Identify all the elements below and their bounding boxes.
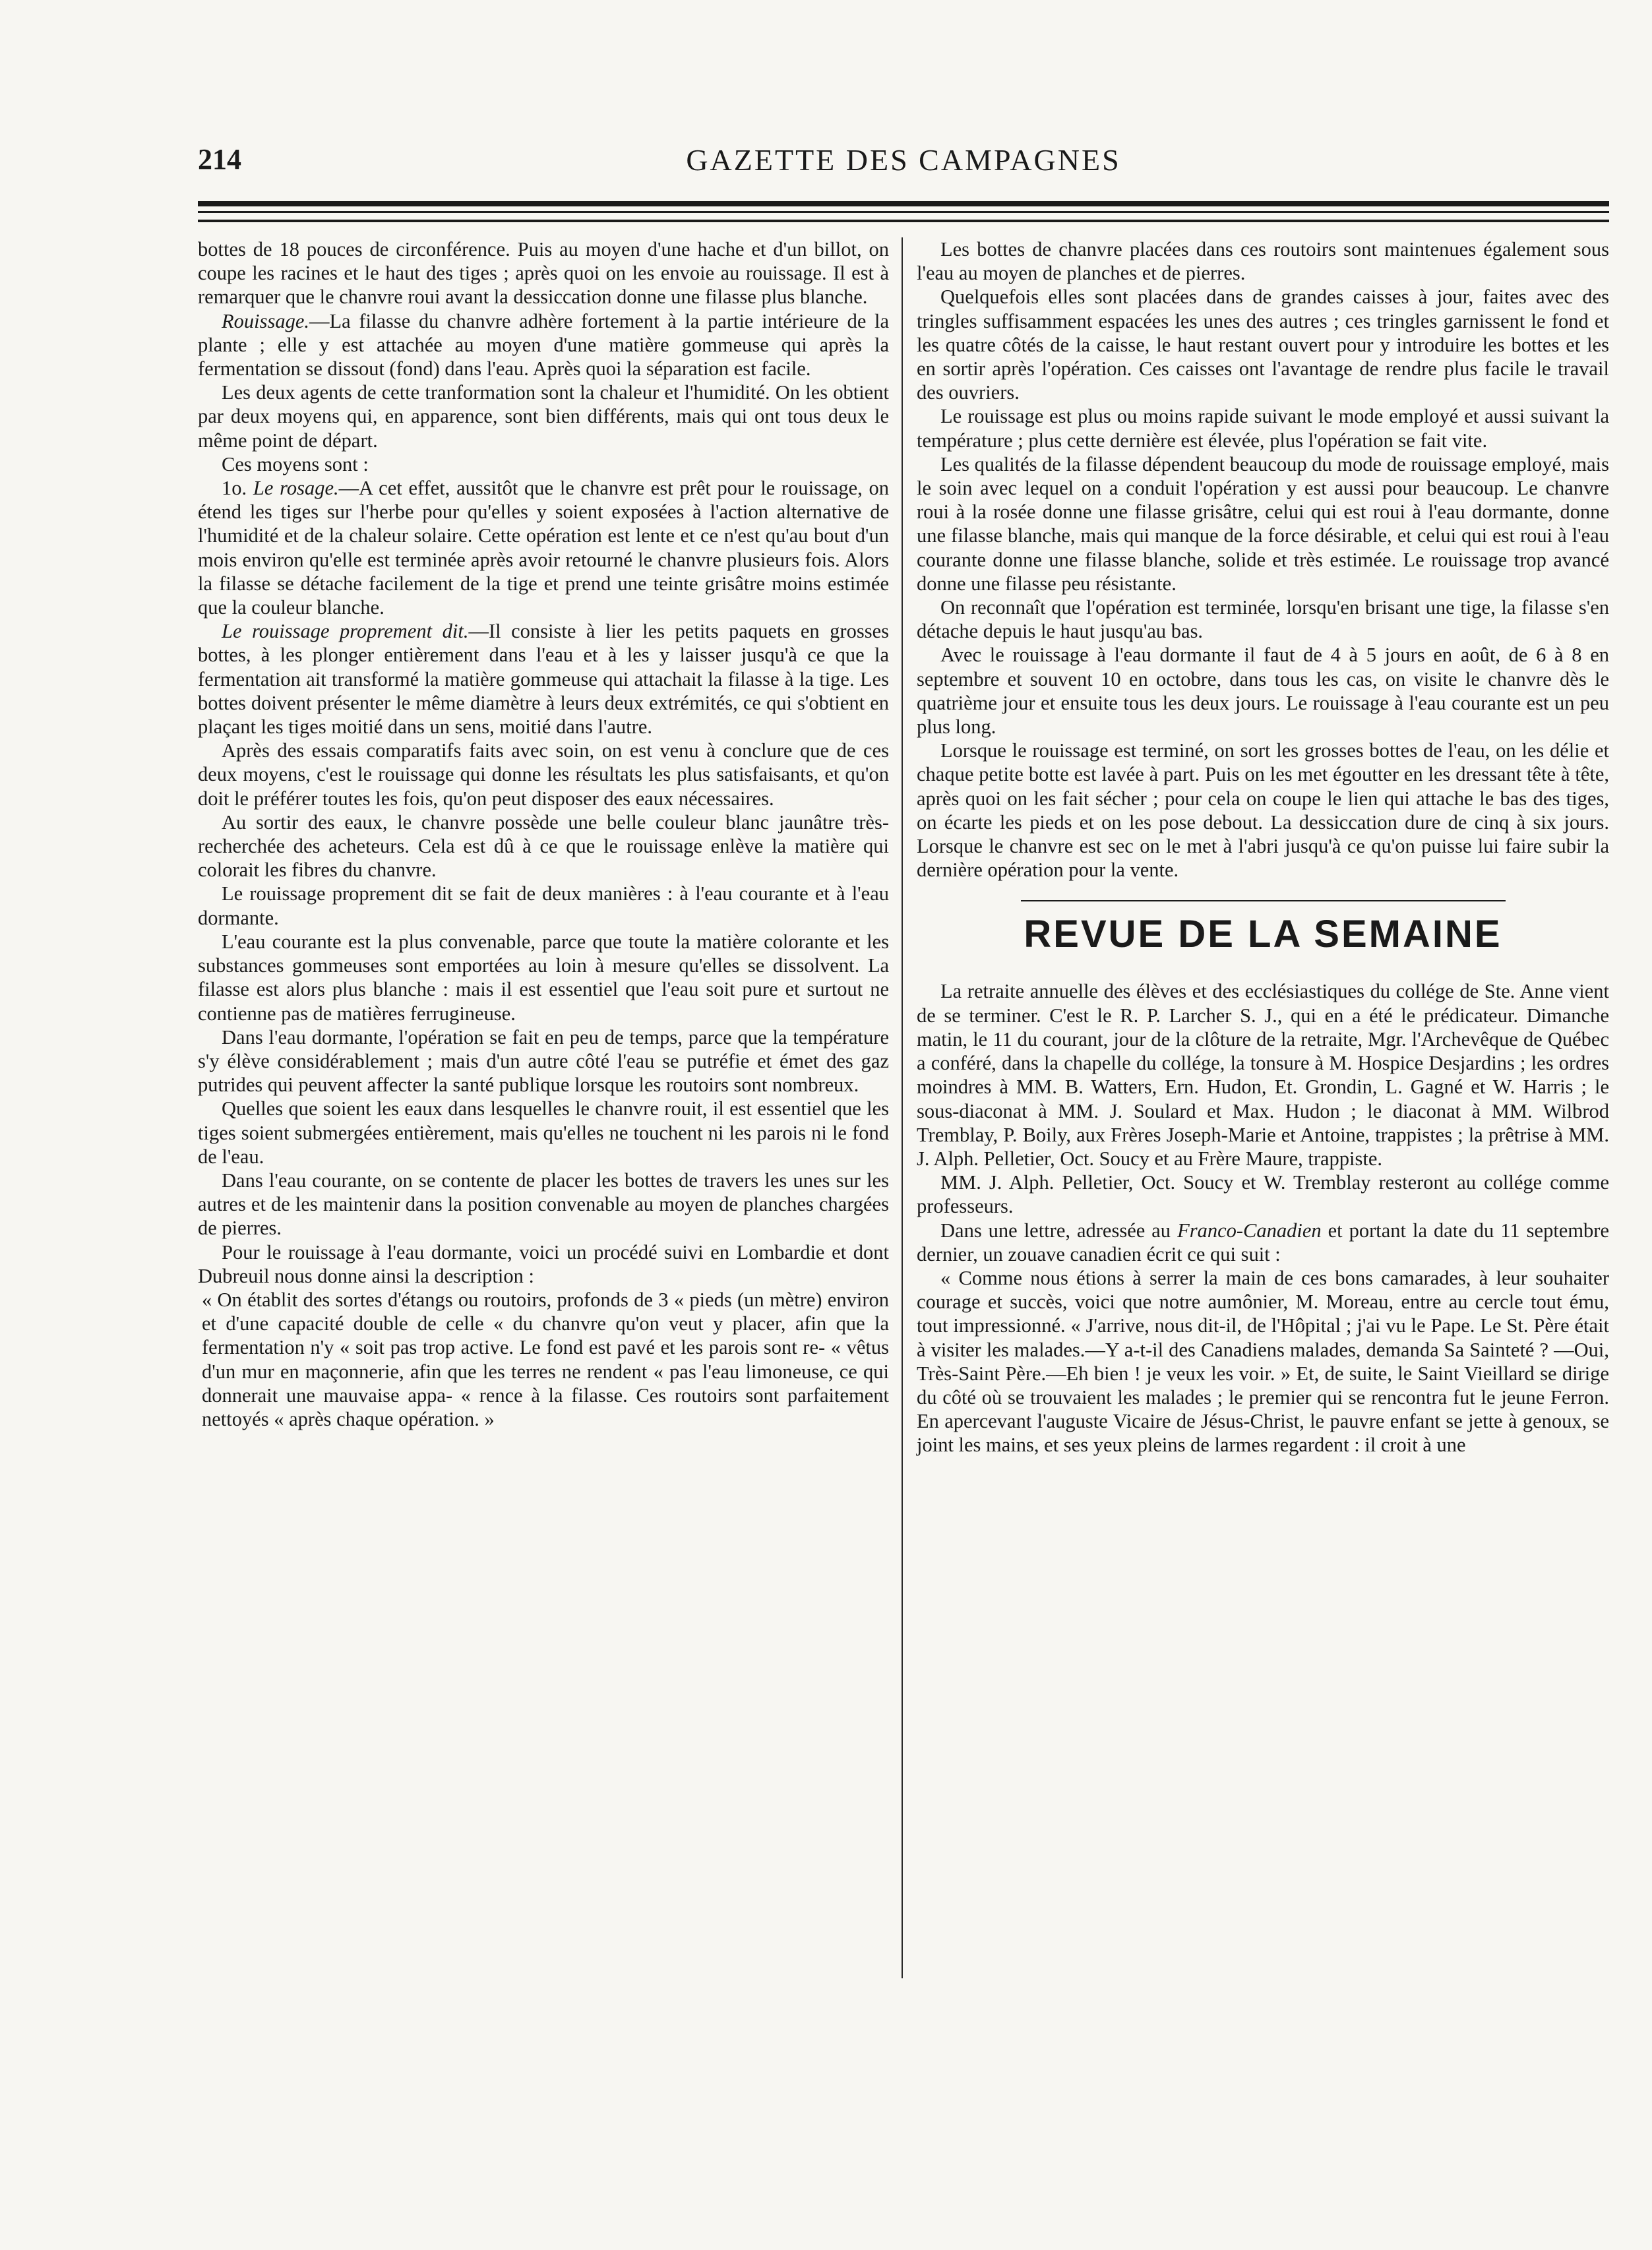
quotation: « On établit des sortes d'étangs ou routoirs, profonds de 3 « pieds (un mètre) environ et d'une capacité double de celle « du chanvre qu'on veut y placer, afin que la fermentation n'y « soit pas trop active. Le fond est pavé et les parois sont re- « vêtus d'un mur en maçonnerie, afin que les terres ne rendent « pas l'eau limoneuse, ce qui donnerait une mauvaise appa- « rence à la filasse. Ces routoirs sont parfaitement nettoyés « après chaque opération. » (202, 1288, 889, 1430)
paragraph-text: —La filasse du chanvre adhère fortement à la partie intérieure de la plante ; elle y est attachée au moyen d'une matière gommeuse qui après la fermentation se dissout (fond) dans l'eau. Après quoi la séparation est facile. (198, 309, 889, 380)
paragraph (198, 619, 889, 739)
paragraph-text: —Il consiste à lier les petits paquets en grosses bottes, à les plonger entièrement dans l'eau et à les y laisser jusqu'à ce que la fermentation ait transformé la matière gommeuse qui attachait la filasse à la tige. Les bottes doivent présenter le même diamètre à leurs deux extrémités, ce qui s'obtient en plaçant les tiges moitié dans un sens, moitié dans l'autre. (198, 620, 889, 739)
paragraph-text: et portant la date du 11 septembre dernier, un zouave canadien écrit ce qui suit : (917, 1219, 1609, 1265)
paragraph: On reconnaît que l'opération est terminée, lorsqu'en brisant une tige, la filasse s'en détache depuis le haut jusqu'au bas. (917, 596, 1609, 643)
paragraph: Les qualités de la filasse dépendent beaucoup du mode de rouissage employé, mais le soin avec lequel on a conduit l'opération y est aussi pour beaucoup. Le chanvre roui à la rosée donne une filasse grisâtre, celui qui est roui à l'eau dormante, donne une filasse blanche, mais qui manque de la force désirable, et celui qui est roui à l'eau courante donne une filasse blanche, solide et très estimée. Le rouissage trop avancé donne une filasse peu résistante. (917, 452, 1609, 595)
list-number: 1o. (222, 477, 253, 500)
run-in-heading: Rouissage. (222, 309, 310, 332)
paragraph: Dans l'eau dormante, l'opération se fait en peu de temps, parce que la température s'y élève considérablement ; mais d'un autre côté l'eau se putréfie et émet des gaz putrides qui peuvent affecter la santé publique lorsque les routoirs sont nombreux. (198, 1025, 889, 1097)
header-rule (198, 201, 1609, 206)
paragraph-text: Dans une lettre, adressée au (940, 1219, 1178, 1242)
paragraph (917, 1219, 1609, 1266)
newspaper-title: GAZETTE DES CAMPAGNES (686, 143, 1121, 177)
run-in-heading: Le rosage. (253, 477, 339, 500)
paragraph: Lorsque le rouissage est terminé, on sort les grosses bottes de l'eau, on les délie et chaque petite botte est lavée à part. Puis on les met égoutter en les dressant tête à tête, après quoi on les fait sécher ; pour cela on coupe le lien qui attache le bas des tiges, on écarte les pieds et on les pose debout. La dessiccation dure de cinq à six jours. Lorsque le chanvre est sec on le met à l'abri jusqu'à ce qu'on puisse lui faire subir la dernière opération pour la vente. (917, 739, 1609, 882)
paragraph: Dans l'eau courante, on se contente de placer les bottes de travers les unes sur les autres et de les maintenir dans la position convenable au moyen de planches chargées de pierres. (198, 1169, 889, 1240)
paragraph: Quelles que soient les eaux dans lesquelles le chanvre rouit, il est essentiel que les tiges soient submergées entièrement, mais qu'elles ne touchent ni les parois ni le fond de l'eau. (198, 1097, 889, 1168)
page-header (198, 138, 1609, 185)
paragraph: La retraite annuelle des élèves et des ecclésiastiques du collége de Ste. Anne vient de se terminer. C'est le R. P. Larcher S. J., qui en a été le prédicateur. Dimanche matin, le 11 du courant, jour de la clôture de la retraite, Mgr. l'Archevêque de Québec a conféré, dans la chapelle du collége, la tonsure à M. Hospice Desjardins ; les ordres moindres à MM. B. Watters, Ern. Hudon, Et. Grondin, L. Gagné et W. Harris ; le sous-diaconat à MM. J. Soulard et Max. Hudon ; le diaconat à MM. Wilbrod Tremblay, P. Boily, aux Frères Joseph-Marie et Antoine, trappistes ; la prêtrise à MM. J. Alph. Pelletier, Oct. Soucy et au Frère Maure, trappiste. (917, 980, 1609, 1170)
column-divider (902, 237, 903, 1978)
right-column (917, 237, 1609, 1457)
paragraph: Au sortir des eaux, le chanvre possède une belle couleur blanc jaunâtre très-recherchée des acheteurs. Cela est dû à ce que le rouissage enlève la matière qui colorait les fibres du chanvre. (198, 810, 889, 882)
run-in-heading: Le rouissage proprement dit. (222, 620, 469, 643)
header-rule (198, 220, 1609, 222)
paragraph: Les bottes de chanvre placées dans ces routoirs sont maintenues également sous l'eau au moyen de planches et de pierres. (917, 238, 1609, 285)
paragraph: L'eau courante est la plus convenable, parce que toute la matière colorante et les substances gommeuses sont emportées au loin à mesure qu'elles se dissolvent. La filasse est alors plus blanche : mais il est essentiel que l'eau soit pure et surtout ne contienne pas de matières ferrugineuse. (198, 930, 889, 1025)
paragraph: Pour le rouissage à l'eau dormante, voici un procédé suivi en Lombardie et dont Dubreuil nous donne ainsi la description : (198, 1240, 889, 1287)
header-rule (198, 211, 1609, 213)
paragraph: Quelquefois elles sont placées dans de grandes caisses à jour, faites avec des tringles suffisamment espacées les unes des autres ; ces tringles garnissent le fond et les quatre côtés de la caisse, le haut restant ouvert pour y introduire les bottes et les en sortir après l'opération. Ces caisses ont l'avantage de rendre plus facile le travail des ouvriers. (917, 286, 1609, 404)
section-rule (1021, 900, 1506, 901)
paragraph: Les deux agents de cette tranformation sont la chaleur et l'humidité. On les obtient par deux moyens qui, en apparence, sont bien différents, mais qui ont tous deux le même point de départ. (198, 381, 889, 452)
paragraph: bottes de 18 pouces de circonférence. Puis au moyen d'une hache et d'un billot, on coupe les racines et le haut des tiges ; après quoi on les envoie au rouissage. Il est à remarquer que le chanvre roui avant la dessiccation donne une filasse plus blanche. (198, 238, 889, 309)
paragraph (198, 309, 889, 381)
paragraph: Le rouissage proprement dit se fait de deux manières : à l'eau courante et à l'eau dormante. (198, 882, 889, 929)
newspaper-name: Franco-Canadien (1177, 1219, 1322, 1242)
section-spacer (917, 959, 1609, 979)
paragraph: Ces moyens sont : (222, 452, 369, 475)
quotation: « Comme nous étions à serrer la main de ces bons camarades, à leur souhaiter courage et succès, voici que notre aumônier, M. Moreau, entre au cercle tout ému, tout impressionné. « J'arrive, nous dit-il, de l'Hôpital ; j'ai vu le Pape. Le St. Père était à visiter les malades.—Y a-t-il des Canadiens malades, demanda Sa Sainteté ? —Oui, Très-Saint Père.—Eh bien ! je veux les voir. » Et, de suite, le Saint Vieillard se dirige du côté où se trouvaient les malades ; le premier qui se rencontra fut le jeune Ferron. En apercevant l'auguste Vicaire de Jésus-Christ, le pauvre enfant se jette à genoux, se joint les mains, et ses yeux pleins de larmes regardent : il croit à une (917, 1266, 1609, 1457)
paragraph: MM. J. Alph. Pelletier, Oct. Soucy et W. Tremblay resteront au collége comme professeurs. (917, 1171, 1609, 1218)
paragraph: Après des essais comparatifs faits avec soin, on est venu à conclure que de ces deux moyens, c'est le rouissage qui donne les résultats les plus satisfaisants, et qu'on doit le préférer toutes les fois, qu'on peut disposer des eaux nécessaires. (198, 739, 889, 810)
section-title: REVUE DE LA SEMAINE (1024, 913, 1502, 956)
paragraph (198, 476, 889, 619)
paragraph: Le rouissage est plus ou moins rapide suivant le mode employé et aussi suivant la température ; plus cette dernière est élevée, plus l'opération se fait vite. (917, 405, 1609, 452)
paragraph-text: —A cet effet, aussitôt que le chanvre est prêt pour le rouissage, on étend les tiges sur l'herbe pour qu'elles y soient exposées à l'action alternative de l'humidité et de la chaleur solaire. Cette opération est lente et ce n'est qu'au bout d'un mois environ qu'elle est terminée après avoir retourné le chanvre plusieurs fois. Alors la filasse se détache facilement de la tige et prend une teinte grisâtre moins estimée que la couleur blanche. (198, 477, 889, 619)
left-column (198, 237, 889, 1431)
paragraph: Avec le rouissage à l'eau dormante il faut de 4 à 5 jours en août, de 6 à 8 en septembre et souvent 10 en octobre, dans tous les cas, on visite le chanvre dès le quatrième jour et ensuite tous les deux jours. Le rouissage à l'eau courante est un peu plus long. (917, 644, 1609, 739)
page-number: 214 (198, 143, 241, 175)
